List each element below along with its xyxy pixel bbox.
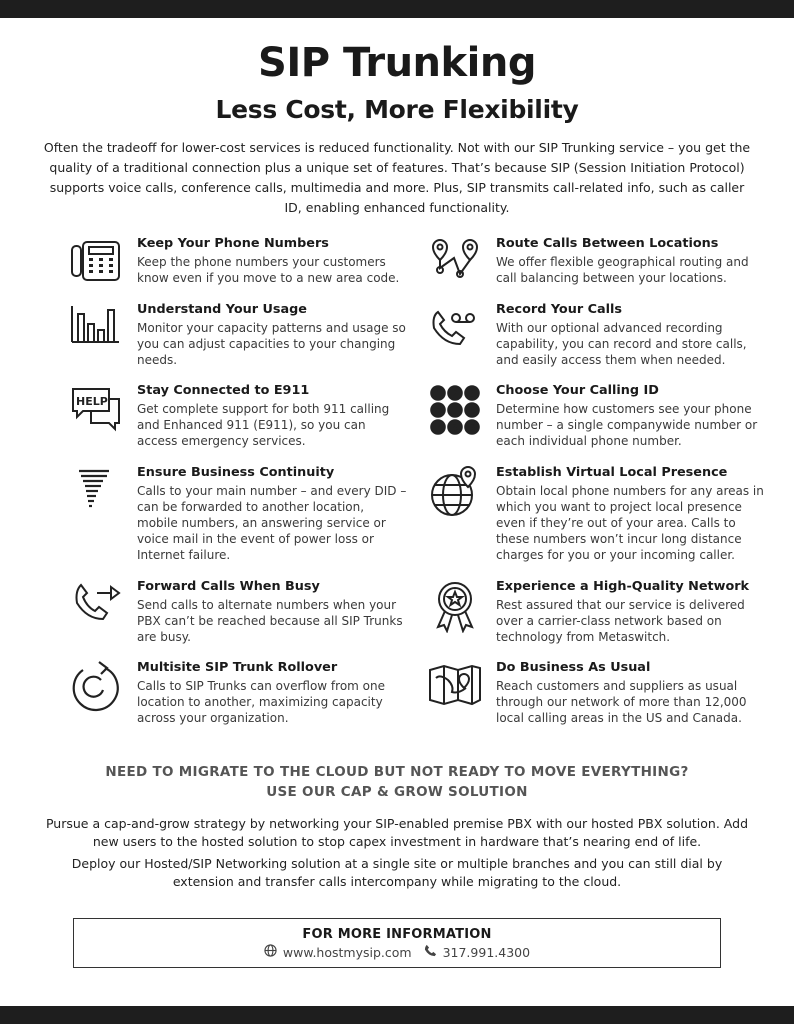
globe-icon	[264, 944, 277, 960]
svg-text:2: 2	[451, 389, 459, 400]
feature-text: Get complete support for both 911 calling and Enhanced 911 (E911), so you can access emergency services.	[137, 402, 390, 448]
feature-title: Experience a High-Quality Network	[496, 579, 750, 594]
feature-network	[496, 579, 766, 645]
feature-local-presence	[496, 465, 766, 563]
svg-text:HELP: HELP	[76, 395, 108, 408]
cap-grow-paragraph: Pursue a cap-and-grow strategy by networking your SIP-enabled premise PBX with our hosted PBX solution. Add new users to the hosted solution to stop capex investment in hardware that’s nearing end of life.	[45, 816, 748, 849]
feature-title: Forward Calls When Busy	[137, 579, 320, 594]
feature-text: Calls to SIP Trunks can overflow from one location to another, maximizing capacity across your organization.	[137, 679, 385, 725]
feature-record-calls	[496, 302, 766, 368]
feature-text: With our optional advanced recording capability, you can record and store calls, and easily access them when needed.	[496, 321, 747, 367]
feature-title: Do Business As Usual	[496, 660, 651, 675]
cta-subheadline: USE OUR CAP & GROW SOLUTION	[266, 784, 528, 800]
feature-route-calls	[496, 236, 766, 286]
svg-text:4: 4	[434, 406, 442, 417]
page-subtitle: Less Cost, More Flexibility	[215, 95, 579, 124]
phone-number[interactable]: 317.991.4300	[442, 944, 531, 960]
feature-business-usual	[496, 660, 766, 726]
feature-text: Monitor your capacity patterns and usage so you can adjust capacities to your changing needs.	[137, 321, 406, 367]
feature-text: Rest assured that our service is delivered over a carrier-class network based on technology from Metaswitch.	[496, 598, 745, 644]
cta-headline: NEED TO MIGRATE TO THE CLOUD BUT NOT READY TO MOVE EVERYTHING?	[105, 764, 689, 780]
feature-title: Record Your Calls	[496, 302, 623, 317]
bar-chart-icon	[69, 302, 123, 356]
feature-text: Determine how customers see your phone number – a single companywide number or each individual phone number.	[496, 402, 758, 448]
feature-continuity	[137, 465, 407, 563]
feature-calling-id	[434, 383, 766, 449]
feature-text: Keep the phone numbers your customers know even if you move to a new area code.	[137, 255, 400, 285]
svg-text:3: 3	[468, 389, 476, 400]
help-speech-icon	[69, 383, 123, 437]
feature-title: Keep Your Phone Numbers	[137, 236, 329, 251]
feature-title: Ensure Business Continuity	[137, 465, 335, 480]
feature-text: We offer flexible geographical routing and call balancing between your locations.	[496, 255, 749, 285]
feature-title: Understand Your Usage	[137, 302, 307, 317]
keypad-icon	[428, 383, 482, 437]
feature-e911	[76, 383, 407, 449]
globe-pin-icon	[428, 465, 482, 519]
phone-forward-icon	[69, 579, 123, 633]
svg-text:8: 8	[451, 423, 459, 434]
contact-row	[74, 944, 720, 960]
feature-usage	[137, 302, 407, 368]
route-pins-icon	[428, 236, 482, 290]
networking-paragraph: Deploy our Hosted/SIP Networking solution at a single site or multiple branches and you can still dial by extension and transfer calls intercompany while migrating to the cloud.	[71, 856, 723, 889]
desk-phone-icon	[69, 236, 123, 290]
website-link[interactable]: www.hostmysip.com	[282, 944, 412, 960]
feature-title: Multisite SIP Trunk Rollover	[137, 660, 338, 675]
contact-label: FOR MORE INFORMATION	[302, 927, 492, 942]
top-bar	[0, 0, 794, 18]
feature-title: Route Calls Between Locations	[496, 236, 719, 251]
feature-keep-numbers	[137, 236, 407, 286]
voicemail-phone-icon	[428, 302, 482, 356]
award-ribbon-icon	[428, 579, 482, 633]
map-icon	[428, 660, 482, 714]
svg-text:5: 5	[451, 406, 459, 417]
feature-text: Calls to your main number – and every DID – can be forwarded to another location, mobile numbers, an answering service or voice mail in the event of power loss or Internet failure.	[137, 484, 407, 562]
feature-rollover	[137, 660, 407, 726]
feature-forward-busy	[137, 579, 407, 645]
svg-text:7: 7	[434, 423, 442, 434]
feature-title: Choose Your Calling ID	[496, 383, 659, 398]
feature-title: Establish Virtual Local Presence	[496, 465, 728, 480]
svg-text:1: 1	[434, 389, 442, 400]
phone-icon	[424, 944, 437, 960]
feature-text: Obtain local phone numbers for any areas in which you want to project local presence even if they’re out of your area. Calls to these numbers won’t incur long distance charges for you or your incoming caller.	[496, 484, 764, 562]
page-title: SIP Trunking	[258, 40, 536, 86]
bottom-bar	[0, 1006, 794, 1024]
tornado-icon	[69, 465, 123, 519]
feature-title: Stay Connected to E911	[137, 383, 310, 398]
svg-text:9: 9	[468, 423, 476, 434]
contact-box	[73, 918, 721, 968]
svg-text:6: 6	[468, 406, 476, 417]
intro-paragraph: Often the tradeoff for lower-cost services is reduced functionality. Not with our SIP Trunking service – you get the quality of a traditional connection plus a unique set of features. That’s because SIP (Session Initiation Protocol) supports voice calls, conference calls, multimedia and more. Plus, SIP transmits call-related info, such as caller ID, enabling enhanced functionality.	[43, 140, 751, 215]
feature-text: Reach customers and suppliers as usual through our network of more than 12,000 local calling areas in the US and Canada.	[496, 679, 747, 725]
rollover-icon	[69, 660, 123, 714]
feature-text: Send calls to alternate numbers when your PBX can’t be reached because all SIP Trunks are busy.	[137, 598, 403, 644]
